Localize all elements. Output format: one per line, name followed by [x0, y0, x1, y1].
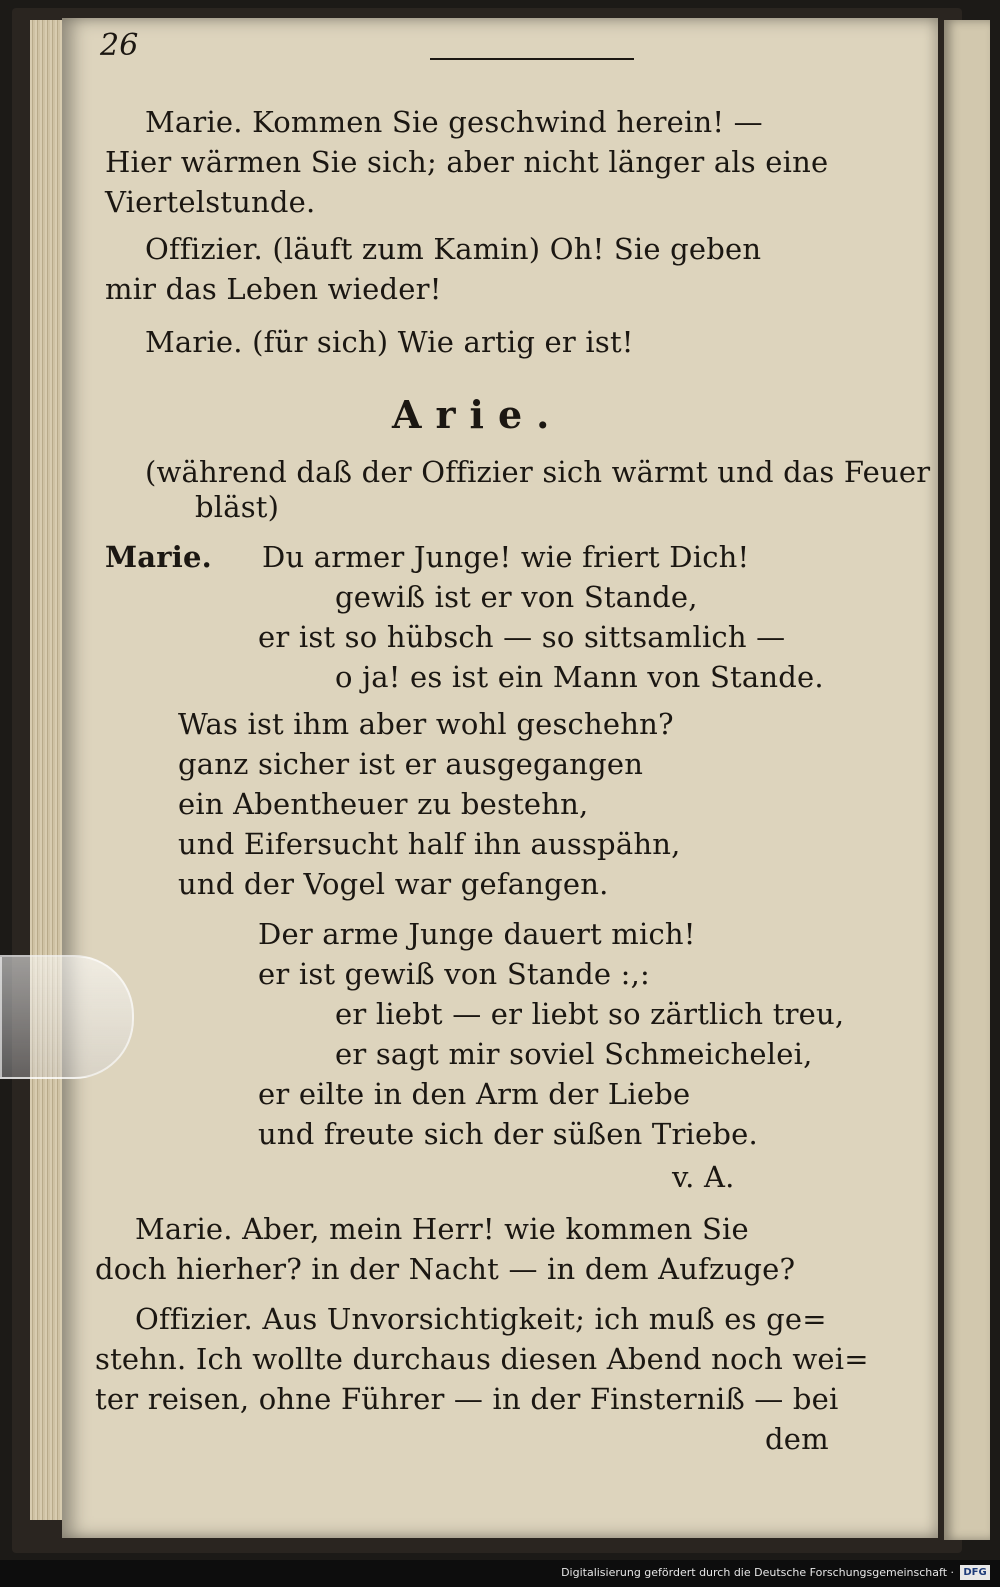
text-line-5: mir das Leben wieder! [105, 272, 442, 306]
catchword: dem [765, 1422, 829, 1456]
header-rule [430, 58, 634, 60]
text-line-11: ter reisen, ohne Führer — in der Finsterniß — bei [95, 1382, 839, 1416]
verse-line-10: Der arme Junge dauert mich! [258, 917, 696, 951]
text-line-1: Marie. Kommen Sie geschwind herein! — [145, 105, 763, 139]
footer-credit: Digitalisierung gefördert durch die Deutsche Forschungsgemeinschaft · [561, 1566, 954, 1579]
text-line-2: Hier wärmen Sie sich; aber nicht länger als eine [105, 145, 829, 179]
dfg-logo: DFG [960, 1565, 990, 1580]
stage-direction: (während daß der Offizier sich wärmt und das Feuer [145, 455, 931, 489]
stage-direction-cont: bläst) [195, 490, 280, 524]
verse-line-11: er ist gewiß von Stande :,: [258, 957, 651, 991]
verse-line-6: ganz sicher ist er ausgegangen [178, 747, 644, 781]
facing-page [944, 20, 990, 1540]
page-clip [0, 955, 134, 1079]
verse-line-1: Du armer Junge! wie friert Dich! [262, 540, 750, 574]
page-number: 26 [100, 28, 139, 63]
text-line-7: Marie. Aber, mein Herr! wie kommen Sie [135, 1212, 749, 1246]
verse-line-5: Was ist ihm aber wohl geschehn? [178, 707, 674, 741]
verse-line-8: und Eifersucht half ihn ausspähn, [178, 827, 681, 861]
verse-line-15: und freute sich der süßen Triebe. [258, 1117, 758, 1151]
text-line-3: Viertelstunde. [105, 185, 316, 219]
verse-line-2: gewiß ist er von Stande, [335, 580, 698, 614]
verse-line-12: er liebt — er liebt so zärtlich treu, [335, 997, 845, 1031]
text-line-9: Offizier. Aus Unvorsichtigkeit; ich muß es ge= [135, 1302, 827, 1336]
section-heading: Arie. [392, 392, 564, 437]
speaker-name: Marie. [105, 540, 212, 574]
footer-bar [0, 1560, 1000, 1587]
verse-line-3: er ist so hübsch — so sittsamlich — [258, 620, 786, 654]
text-line-4: Offizier. (läuft zum Kamin) Oh! Sie geben [145, 232, 762, 266]
verse-line-13: er sagt mir soviel Schmeichelei, [335, 1037, 813, 1071]
verse-line-14: er eilte in den Arm der Liebe [258, 1077, 691, 1111]
text-line-8: doch hierher? in der Nacht — in dem Aufzuge? [95, 1252, 796, 1286]
verse-line-9: und der Vogel war gefangen. [178, 867, 609, 901]
verse-line-7: ein Abentheuer zu bestehn, [178, 787, 589, 821]
verse-line-4: o ja! es ist ein Mann von Stande. [335, 660, 824, 694]
da-capo-mark: v. A. [672, 1160, 735, 1194]
text-line-10: stehn. Ich wollte durchaus diesen Abend noch wei= [95, 1342, 869, 1376]
text-line-6: Marie. (für sich) Wie artig er ist! [145, 325, 634, 359]
